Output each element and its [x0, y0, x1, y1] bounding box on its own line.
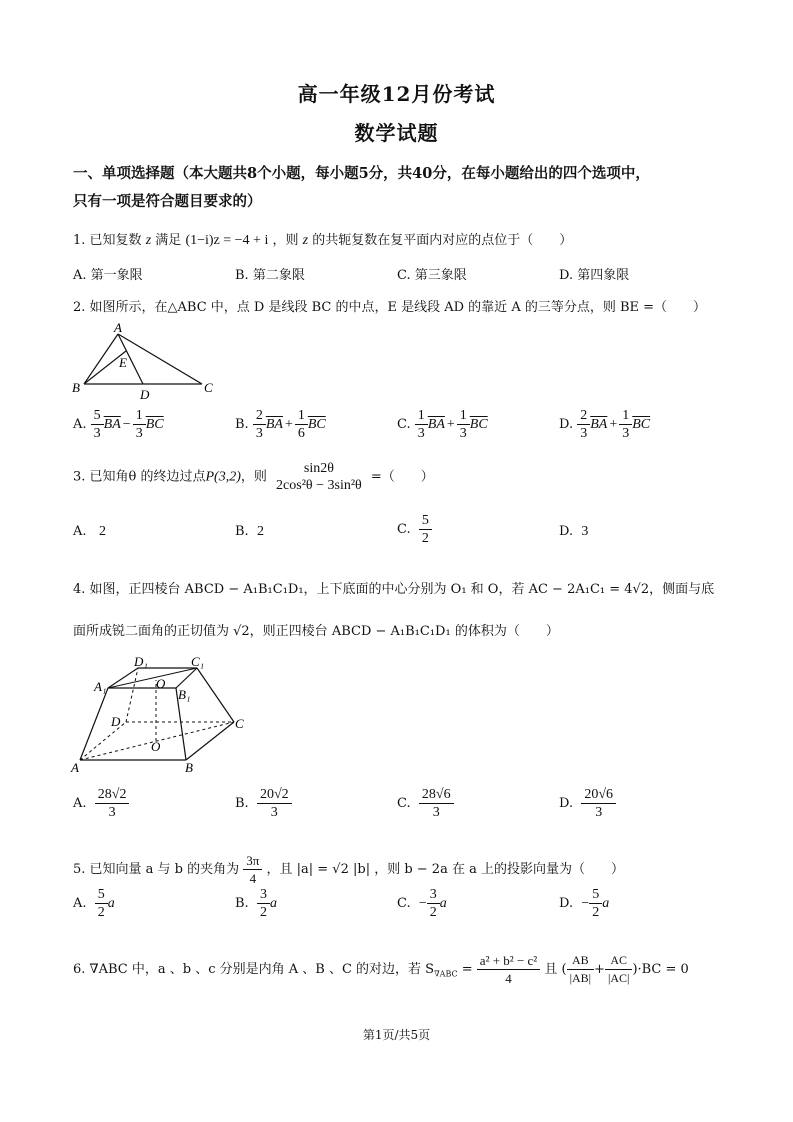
question-1 [73, 229, 572, 249]
q6-mid: 且 ( [544, 962, 567, 977]
q1-var-z-2: z [302, 233, 309, 248]
q2-option-b: B. $\frac{2}{3}$ $\overline{BA}$ + $\frac{1}{6}$ $\overline{BC}$ [235, 408, 326, 441]
question-4-line2: 面所成锐二面角的正切值为 √2，则正四棱台 ABCD − A₁B₁C₁D₁ 的体积为（ ） [73, 624, 559, 639]
q3-prefix: 3. 已知角θ 的终边过点 [73, 469, 206, 485]
question-4-line1: 4. 如图，正四棱台 ABCD − A₁B₁C₁D₁，上下底面的中心分别为 O₁ 和 O，若 AC − 2A₁C₁ = 4√2，侧面与底 [73, 582, 715, 597]
q4-label-b1: B₁ [178, 687, 191, 702]
q6-unit-ab: $\frac{AB}{|AB|}$ [567, 952, 594, 987]
q6-plus: + [594, 962, 605, 977]
q4-label-a: A [71, 760, 79, 774]
q4-label-d: D [111, 714, 121, 729]
q2-option-d: D. $\frac{2}{3}$ $\overline{BA}$ + $\frac{1}{3}$ $\overline{BC}$ [559, 408, 651, 441]
q2-option-a: A. $\frac{5}{3}$ $\overline{BA}$ − $\frac{1}{3}$ $\overline{BC}$ [73, 408, 164, 441]
q5-angle: $\frac{3\pi}{4}$ [243, 852, 262, 887]
q5-suffix: ，且 |a| = √2 |b| ，则 b − 2a 在 a 上的投影向量为（ ） [266, 862, 624, 877]
section-heading-line2: 只有一项是符合题目要求的） [73, 193, 262, 210]
q4-edge-cc1 [197, 668, 234, 722]
q4-option-a: A. $\frac{28√2}{3}$ [73, 786, 129, 821]
q5-option-a: A. $\frac{5}{2}$ a [73, 887, 115, 920]
q2-label-b: B [72, 380, 80, 395]
q1-option-c: C. 第三象限 [397, 268, 467, 283]
page-title: 高一年级12月份考试 [297, 82, 496, 106]
q4-edge-b1c1 [176, 668, 197, 688]
q4-label-c: C [235, 716, 244, 731]
q4-frustum-figure [70, 652, 255, 774]
q4-diagonal-a1c1 [108, 668, 197, 688]
question-2: 2. 如图所示，在△ABC 中，点 D 是线段 BC 的中点，E 是线段 AD 的靠近 A 的三等分点，则 BE =（ ） [73, 300, 707, 315]
q6-area-fraction: $\frac{\text{a² + b² − c²}}{4}$ [477, 952, 540, 987]
q2-label-e: E [119, 355, 127, 370]
page-number: 第1页/共5页 [362, 1028, 431, 1042]
question-5 [73, 852, 624, 887]
q4-edge-dd1 [126, 668, 138, 722]
q4-option-b: B. $\frac{20√2}{3}$ [235, 786, 292, 821]
q1-option-d: D. 第四象限 [559, 268, 630, 283]
q6-suffix: )·BC = 0 [632, 962, 689, 977]
q1-var-z: z [145, 233, 152, 248]
question-3 [73, 460, 434, 494]
question-6 [73, 952, 689, 987]
q2-label-d: D [140, 387, 150, 402]
q4-label-o: O [151, 739, 161, 754]
q1-prefix: 1. 已知复数 [73, 233, 142, 248]
q4-option-d: D. $\frac{20√6}{3}$ [559, 786, 616, 821]
q1-option-a: A. 第一象限 [73, 268, 143, 283]
q1-option-b: B. 第二象限 [235, 268, 305, 283]
page-subtitle: 数学试题 [354, 121, 439, 145]
q4-label-a1: A₁ [94, 679, 107, 694]
q5-option-d: D. − $\frac{5}{2}$ a [559, 887, 610, 920]
q1-mid2: ，则 [272, 233, 299, 248]
q3-option-c: C. $\frac{5}{2}$ [397, 512, 432, 547]
q6-unit-ac: $\frac{AC}{|AC|}$ [605, 952, 632, 987]
q6-subscript: ∇ABC [434, 969, 458, 979]
q2-side-ab [84, 334, 118, 384]
section-heading-line1: 一、单项选择题（本大题共8个小题，每小题5分，共40分，在每小题给出的四个选项中， [73, 165, 650, 182]
q2-label-a: A [114, 322, 122, 335]
q3-numerator: sin2θ [303, 461, 334, 476]
q4-option-c: C. $\frac{28√6}{3}$ [397, 786, 454, 821]
q2-option-c: C. $\frac{1}{3}$ $\overline{BA}$ + $\frac{1}{3}$ $\overline{BC}$ [397, 408, 488, 441]
q3-denominator: 2cos²θ − 3sin²θ [276, 478, 362, 493]
q4-label-o1: O [156, 676, 166, 691]
q3-suffix: =（ ） [370, 469, 434, 485]
q3-point: P(3,2) [205, 469, 241, 485]
q1-expression: (1−i)z = −4 + i [185, 233, 269, 248]
q6-eq: = [461, 962, 473, 977]
q1-mid1: 满足 [155, 233, 182, 248]
q1-suffix: 的共轭复数在复平面内对应的点位于（ ） [312, 233, 573, 248]
q3-mid: ，则 [240, 469, 267, 485]
q4-label-b: B [185, 760, 193, 774]
q2-triangle-figure [70, 322, 230, 402]
q3-fraction [273, 460, 365, 494]
q5-option-b: B. $\frac{3}{2}$ a [235, 887, 277, 920]
q3-option-b: B. 2 [235, 524, 264, 539]
q4-label-d1: D₁ [134, 654, 148, 669]
q5-prefix: 5. 已知向量 a 与 b 的夹角为 [73, 862, 240, 877]
q3-option-a: A. 2 [73, 524, 106, 539]
q5-option-c: C. − $\frac{3}{2}$ a [397, 887, 447, 920]
q4-label-c1: C₁ [191, 654, 205, 669]
q4-edge-aa1 [80, 688, 108, 760]
q2-label-c: C [204, 380, 213, 395]
q3-option-d: D. 3 [559, 524, 589, 539]
q6-prefix: 6. ∇ABC 中，a 、b 、c 分别是内角 A 、B 、C 的对边，若 S [73, 962, 435, 977]
